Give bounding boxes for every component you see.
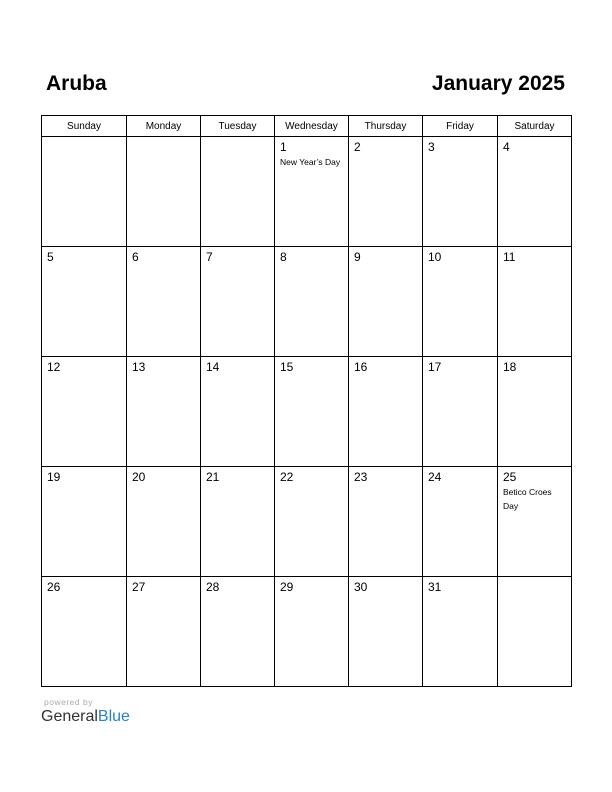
day-number: 31	[428, 580, 442, 594]
day-cell	[42, 577, 127, 687]
day-cell-content	[349, 357, 422, 376]
day-cell-content	[423, 247, 497, 266]
day-number: 15	[280, 360, 294, 374]
day-cell	[498, 137, 572, 247]
weekday-friday: Friday	[423, 116, 498, 137]
day-number: 12	[47, 360, 61, 374]
day-cell-content	[201, 357, 274, 376]
day-cell	[42, 357, 127, 467]
day-cell-content	[42, 357, 126, 376]
day-number: 20	[132, 470, 146, 484]
day-number: 4	[503, 140, 510, 154]
weekday-wednesday: Wednesday	[275, 116, 349, 137]
day-number: 10	[428, 250, 442, 264]
day-number: 27	[132, 580, 146, 594]
day-number: 14	[206, 360, 220, 374]
day-number: 13	[132, 360, 146, 374]
day-number: 8	[280, 250, 287, 264]
country-title: Aruba	[46, 72, 107, 95]
day-number: 26	[47, 580, 61, 594]
day-cell	[423, 357, 498, 467]
day-cell-content	[201, 577, 274, 596]
weekday-monday: Monday	[127, 116, 201, 137]
day-cell-content	[423, 577, 497, 596]
day-cell-content	[127, 467, 200, 486]
day-cell-content	[498, 247, 571, 266]
month-year-title: January 2025	[431, 72, 565, 95]
day-cell	[201, 357, 275, 467]
week-row	[42, 577, 572, 687]
week-row	[42, 467, 572, 577]
calendar-grid	[41, 115, 572, 687]
day-number: 22	[280, 470, 294, 484]
day-cell	[349, 137, 423, 247]
day-number: 1	[280, 140, 287, 154]
day-cell-content	[275, 137, 348, 171]
day-number: 9	[354, 250, 361, 264]
day-cell	[275, 577, 349, 687]
day-cell	[127, 467, 201, 577]
day-cell-content	[275, 467, 348, 486]
day-cell	[201, 247, 275, 357]
day-cell-content	[42, 137, 126, 141]
day-cell	[42, 247, 127, 357]
day-cell-content	[349, 137, 422, 156]
weekday-thursday: Thursday	[349, 116, 423, 137]
day-cell-content	[423, 467, 497, 486]
holiday-label: New Year’s Day	[280, 157, 341, 167]
brand-blue-text: Blue	[97, 708, 130, 725]
day-number: 29	[280, 580, 294, 594]
day-cell-content	[275, 247, 348, 266]
day-cell	[498, 247, 572, 357]
day-number: 23	[354, 470, 368, 484]
day-cell-content	[201, 467, 274, 486]
holiday-label: Betico Croes Day	[503, 487, 552, 511]
day-number: 16	[354, 360, 368, 374]
generalblue-logo[interactable]	[41, 708, 130, 726]
weekday-sunday: Sunday	[42, 116, 127, 137]
day-cell-content	[42, 467, 126, 486]
day-cell-content	[423, 357, 497, 376]
day-cell-content	[127, 247, 200, 266]
day-cell	[127, 357, 201, 467]
weekday-tuesday: Tuesday	[201, 116, 275, 137]
brand-general-text: General	[41, 708, 98, 725]
day-cell-content	[349, 467, 422, 486]
day-cell-content	[127, 137, 200, 141]
week-row	[42, 247, 572, 357]
day-number: 18	[503, 360, 517, 374]
day-cell	[349, 577, 423, 687]
day-cell-content	[127, 577, 200, 596]
day-number: 2	[354, 140, 361, 154]
day-number: 17	[428, 360, 442, 374]
day-cell-content	[127, 357, 200, 376]
day-number: 3	[428, 140, 435, 154]
day-cell-content	[498, 137, 571, 156]
day-cell	[349, 247, 423, 357]
day-cell	[498, 467, 572, 577]
day-cell	[201, 577, 275, 687]
day-cell-content	[275, 577, 348, 596]
day-cell	[127, 247, 201, 357]
day-cell	[349, 357, 423, 467]
day-cell-content	[275, 357, 348, 376]
day-cell-content	[201, 137, 274, 141]
day-number: 7	[206, 250, 213, 264]
day-cell-content	[498, 467, 571, 515]
day-cell-content	[498, 577, 571, 581]
day-cell	[423, 137, 498, 247]
week-row	[42, 357, 572, 467]
day-cell	[275, 357, 349, 467]
week-row	[42, 137, 572, 247]
day-cell-content	[201, 247, 274, 266]
day-cell	[275, 137, 349, 247]
day-number: 19	[47, 470, 61, 484]
day-cell	[127, 577, 201, 687]
day-cell	[349, 467, 423, 577]
day-cell	[275, 247, 349, 357]
day-cell	[498, 577, 572, 687]
day-number: 5	[47, 250, 54, 264]
day-cell	[42, 467, 127, 577]
day-cell	[127, 137, 201, 247]
day-number: 24	[428, 470, 442, 484]
day-cell	[498, 357, 572, 467]
day-number: 11	[503, 250, 516, 264]
weekday-header-row	[42, 116, 572, 137]
day-cell	[423, 247, 498, 357]
day-cell-content	[42, 247, 126, 266]
powered-by-label: powered by	[44, 697, 93, 707]
day-cell-content	[42, 577, 126, 596]
day-number: 28	[206, 580, 220, 594]
day-cell-content	[349, 577, 422, 596]
day-cell	[201, 467, 275, 577]
day-cell-content	[349, 247, 422, 266]
day-cell	[275, 467, 349, 577]
day-number: 25	[503, 470, 517, 484]
weekday-saturday: Saturday	[498, 116, 572, 137]
day-cell	[423, 467, 498, 577]
day-cell	[42, 137, 127, 247]
day-cell-content	[498, 357, 571, 376]
day-cell-content	[423, 137, 497, 156]
day-number: 21	[206, 470, 220, 484]
day-number: 30	[354, 580, 368, 594]
day-cell	[423, 577, 498, 687]
day-cell	[201, 137, 275, 247]
day-number: 6	[132, 250, 139, 264]
